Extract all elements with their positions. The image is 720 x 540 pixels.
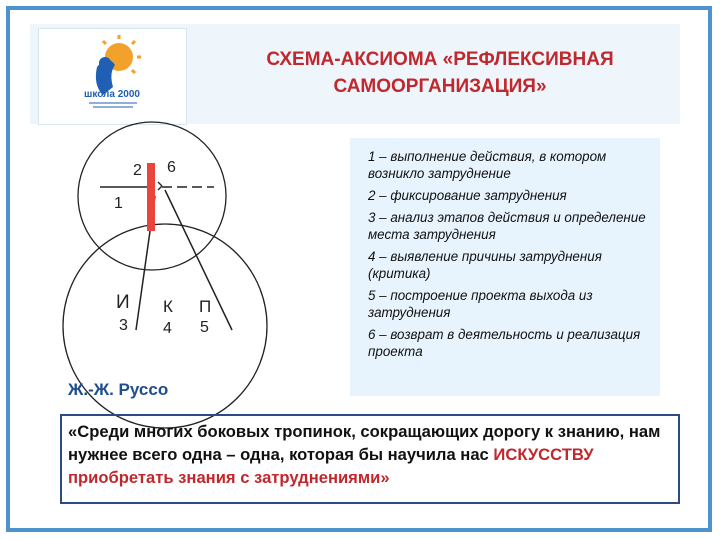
title-line-1: СХЕМА-АКСИОМА «РЕФЛЕКСИВНАЯ [266, 49, 614, 70]
legend-item-5: 5 – построение проекта выхода из затруднения [368, 288, 593, 320]
difficulty-marker [147, 163, 155, 231]
quote-text [68, 420, 680, 489]
label-5: 5 [200, 319, 209, 336]
label-4: 4 [163, 320, 172, 337]
legend-item-6: 6 – возврат в деятельность и реализация проекта [368, 327, 641, 359]
logo-text: школа 2000 [83, 89, 141, 100]
legend-item-4: 4 – выявление причины затруднения (критика) [368, 249, 602, 281]
label-6: 6 [167, 159, 176, 176]
quote-body: «Среди многих боковых тропинок, сокращающих дорогу к знанию, нам нужнее всего одна – одна, которая бы научила нас [68, 422, 661, 464]
return-arrow-icon [158, 182, 162, 190]
legend-item-2: 2 – фиксирование затруднения [368, 188, 567, 203]
legend-item-1: 1 – выполнение действия, в котором возникло затруднение [368, 149, 607, 181]
label-P: П [199, 297, 212, 316]
label-I: И [116, 292, 130, 313]
legend [368, 148, 660, 365]
label-2: 2 [133, 162, 142, 179]
quote-author: Ж.-Ж. Руссо [68, 380, 169, 399]
title-line-2: САМООРГАНИЗАЦИЯ» [333, 76, 547, 97]
label-3: 3 [119, 317, 128, 334]
quote-highlight: ИСКУССТВУ приобретать знания с затруднениями» [68, 445, 594, 487]
legend-item-3: 3 – анализ этапов действия и определение места затруднения [368, 210, 646, 242]
label-K: К [163, 297, 173, 316]
label-1: 1 [114, 195, 123, 212]
